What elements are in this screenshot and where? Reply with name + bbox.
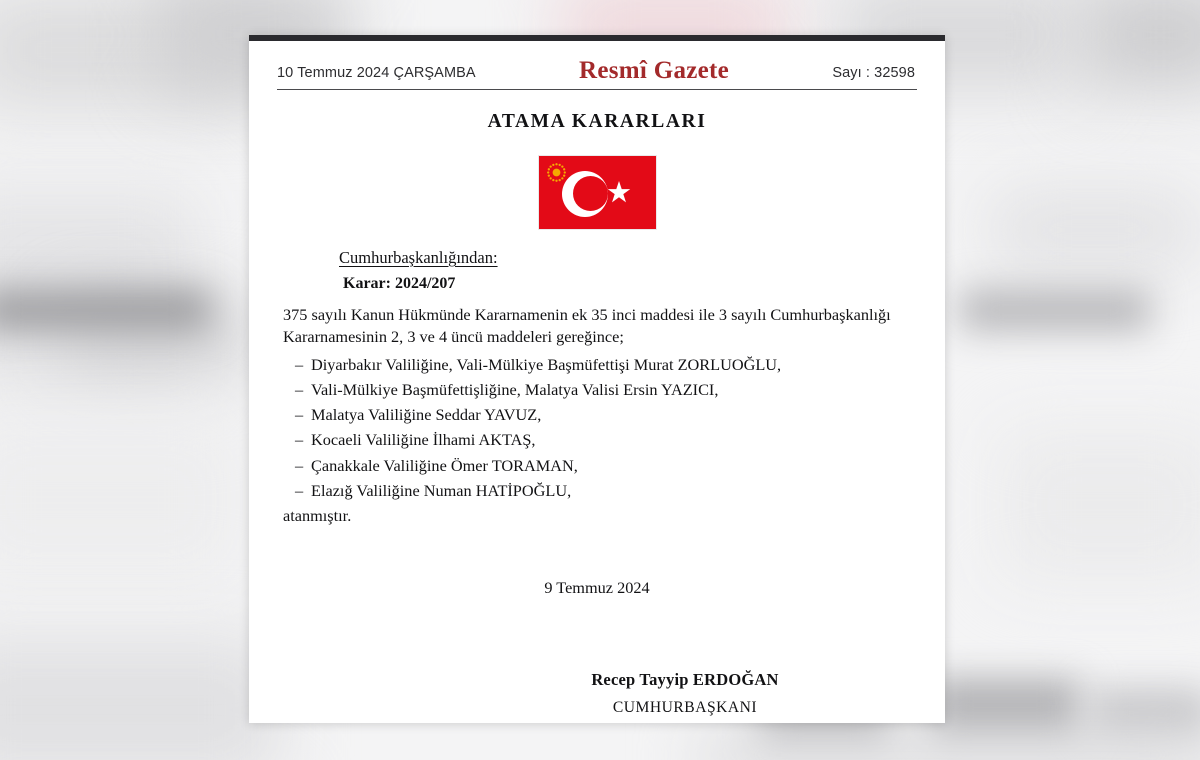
gazette-title: Resmî Gazete <box>579 57 730 84</box>
list-item <box>283 352 917 377</box>
bullet-dash-icon: – <box>295 405 304 425</box>
masthead <box>277 41 917 89</box>
list-item <box>283 427 917 452</box>
emblem-container <box>277 155 917 230</box>
background-blur-shape <box>960 290 1150 330</box>
appointment-list <box>283 352 917 504</box>
background-blur-shape <box>930 680 1080 735</box>
background-blur-shape <box>0 290 210 330</box>
signer-name: Recep Tayyip ERDOĞAN <box>591 670 779 690</box>
list-item <box>283 478 917 503</box>
issue-number: Sayı : 32598 <box>832 65 915 81</box>
presidential-sun-icon <box>545 161 568 184</box>
background-blur-shape <box>1090 690 1200 735</box>
signer-role: CUMHURBAŞKANI <box>612 699 758 717</box>
background-blur-shape <box>0 420 240 580</box>
bullet-dash-icon: – <box>295 455 304 475</box>
section-title: ATAMA KARARLARI <box>487 111 707 132</box>
bullet-dash-icon: – <box>295 354 304 374</box>
appointment-text: Malatya Valiliğine Seddar YAVUZ, <box>311 405 542 425</box>
publication-date: 10 Temmuz 2024 ÇARŞAMBA <box>277 65 476 81</box>
masthead-divider <box>277 89 917 90</box>
gazette-document <box>249 35 945 723</box>
appointment-text: Vali-Mülkiye Başmüfettişliğine, Malatya Valisi Ersin YAZICI, <box>311 379 719 399</box>
appointment-text: Çanakkale Valiliğine Ömer TORAMAN, <box>311 455 578 475</box>
decree-preamble <box>283 304 917 348</box>
background-blur-shape <box>1000 430 1200 580</box>
document-body <box>249 41 945 723</box>
list-item <box>283 402 917 427</box>
decree-text <box>277 248 917 526</box>
background-blur-shape <box>990 190 1200 270</box>
bullet-dash-icon: – <box>295 480 304 500</box>
bullet-dash-icon: – <box>295 430 304 450</box>
list-item <box>283 453 917 478</box>
closing-verb: atanmıştır. <box>283 506 352 526</box>
preamble-line-2: Kararnamesinin 2, 3 ve 4 üncü maddeleri gereğince; <box>283 326 624 346</box>
background-blur-shape <box>1080 0 1200 90</box>
background-blur-shape <box>0 640 280 760</box>
list-item <box>283 377 917 402</box>
decree-date: 9 Temmuz 2024 <box>544 578 650 598</box>
bullet-dash-icon: – <box>295 379 304 399</box>
star-icon <box>608 181 631 204</box>
appointment-text: Diyarbakır Valiliğine, Vali-Mülkiye Başmüfettişi Murat ZORLUOĞLU, <box>311 354 782 374</box>
signature-block <box>277 670 917 717</box>
appointment-text: Kocaeli Valiliğine İlhami AKTAŞ, <box>311 430 536 450</box>
preamble-line-1: 375 sayılı Kanun Hükmünde Kararnamenin ek 35 inci maddesi ile 3 sayılı Cumhurbaşkanlığı <box>283 305 891 324</box>
appointment-text: Elazığ Valiliğine Numan HATİPOĞLU, <box>311 480 572 500</box>
turkish-flag-icon <box>538 155 657 230</box>
decision-number: Karar: 2024/207 <box>343 275 456 292</box>
background-blur-shape <box>700 735 1200 760</box>
issuing-authority: Cumhurbaşkanlığından: <box>339 248 498 267</box>
